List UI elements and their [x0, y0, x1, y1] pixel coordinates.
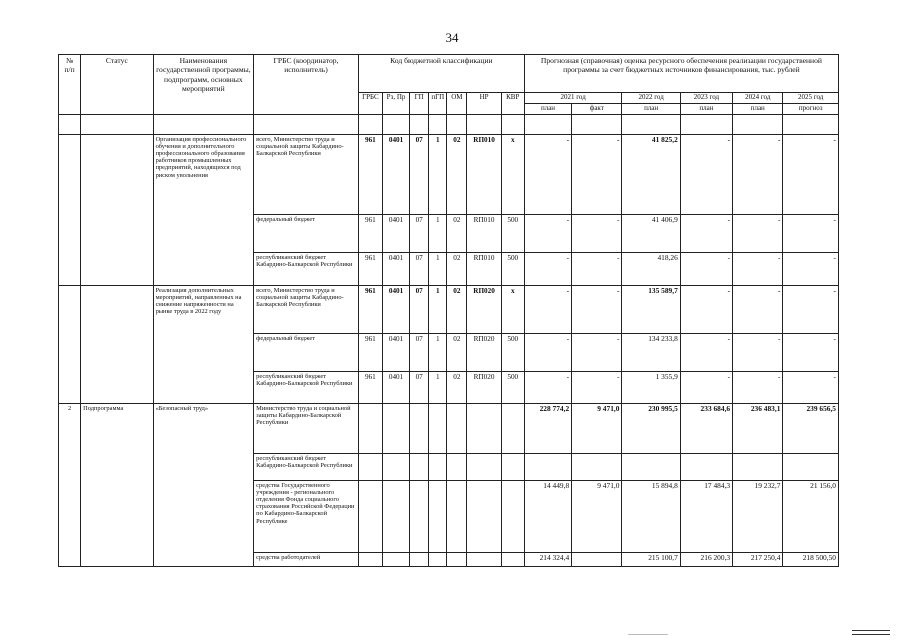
row-value-cell [572, 552, 622, 566]
row-value-cell: - [572, 214, 622, 252]
row-value-cell: 228 774,2 [524, 403, 571, 453]
row-code-cell [358, 552, 382, 566]
blank-cell [501, 114, 524, 134]
row-value-cell: - [572, 252, 622, 285]
header-sub-plan: план [622, 103, 680, 114]
row-value-cell: - [680, 285, 732, 333]
row-value-cell: - [783, 371, 839, 403]
row-code-cell [429, 480, 447, 552]
row-code-cell [447, 453, 467, 480]
row-code-cell [467, 403, 501, 453]
row-value-cell: 19 232,7 [733, 480, 783, 552]
row-code-cell: 1 [429, 252, 447, 285]
row-status-cell [81, 134, 153, 285]
row-code-cell: RП010 [467, 134, 501, 214]
blank-cell [680, 114, 732, 134]
blank-cell [410, 114, 429, 134]
header-sub-plan: план [680, 103, 732, 114]
row-code-cell [358, 453, 382, 480]
row-value-cell: - [572, 285, 622, 333]
row-num-cell: 2 [59, 403, 81, 566]
row-code-cell [429, 453, 447, 480]
row-code-cell [447, 480, 467, 552]
row-code-cell: 07 [410, 333, 429, 371]
row-code-cell [467, 480, 501, 552]
row-grbs-cell: федеральный бюджет [254, 333, 359, 371]
blank-cell [783, 114, 839, 134]
row-code-cell: х [501, 134, 524, 214]
row-value-cell: - [733, 134, 783, 214]
blank-cell [524, 114, 571, 134]
row-code-cell: 500 [501, 371, 524, 403]
row-code-cell: 0401 [382, 134, 409, 214]
row-value-cell: 41 406,9 [622, 214, 680, 252]
row-code-cell: 1 [429, 333, 447, 371]
row-value-cell: - [733, 214, 783, 252]
blank-cell [447, 114, 467, 134]
row-num-cell [59, 285, 81, 403]
page-edge-line [852, 634, 890, 635]
row-value-cell: 1 355,9 [622, 371, 680, 403]
row-value-cell [680, 453, 732, 480]
row-code-cell: 961 [358, 214, 382, 252]
row-value-cell: 21 156,0 [783, 480, 839, 552]
row-value-cell [524, 453, 571, 480]
header-year-2021: 2021 год [524, 93, 622, 104]
row-code-cell: 1 [429, 285, 447, 333]
row-code-cell: 0401 [382, 252, 409, 285]
blank-cell [153, 114, 254, 134]
row-value-cell: - [524, 371, 571, 403]
blank-cell [429, 114, 447, 134]
header-sub-forecast: прогноз [783, 103, 839, 114]
row-value-cell: - [733, 371, 783, 403]
row-code-cell [382, 403, 409, 453]
row-grbs-cell: всего, Министерство труда и социальной защиты Кабардино-Балкарской Республики [254, 285, 359, 333]
row-value-cell [622, 453, 680, 480]
row-code-cell: 02 [447, 371, 467, 403]
row-grbs-cell: средства Государственного учреждения - регионального отделения Фонда социального страхования Российской Федерации по Кабардино-Балкарской Республике [254, 480, 359, 552]
row-code-cell: RП020 [467, 333, 501, 371]
row-code-cell: х [501, 285, 524, 333]
row-code-cell: 07 [410, 214, 429, 252]
row-value-cell: - [783, 285, 839, 333]
row-value-cell: 15 894,8 [622, 480, 680, 552]
row-value-cell: 218 500,50 [783, 552, 839, 566]
row-name-cell: Реализация дополнительных мероприятий, направленных на снижение напряженности на рынке труда в 2022 году [153, 285, 254, 403]
row-code-cell: 0401 [382, 285, 409, 333]
row-code-cell: 1 [429, 371, 447, 403]
row-code-cell: 07 [410, 134, 429, 214]
row-value-cell: - [680, 252, 732, 285]
row-value-cell: - [524, 333, 571, 371]
row-value-cell: 9 471,0 [572, 403, 622, 453]
row-value-cell: 214 324,4 [524, 552, 571, 566]
row-code-cell [447, 552, 467, 566]
header-sub-plan: план [733, 103, 783, 114]
page-edge-line [852, 630, 890, 631]
row-code-cell [358, 403, 382, 453]
row-value-cell: - [733, 285, 783, 333]
row-code-cell [429, 403, 447, 453]
row-code-cell [410, 480, 429, 552]
row-grbs-cell: республиканский бюджет Кабардино-Балкарской Республики [254, 453, 359, 480]
row-value-cell [733, 453, 783, 480]
blank-cell [467, 114, 501, 134]
row-grbs-cell: всего, Министерство труда и социальной защиты Кабардино-Балкарской Республики [254, 134, 359, 214]
header-year-2023: 2023 год [680, 93, 732, 104]
header-code-gp: ГП [410, 93, 429, 115]
row-code-cell: RП010 [467, 252, 501, 285]
row-value-cell: - [572, 134, 622, 214]
row-code-cell [358, 480, 382, 552]
row-num-cell [59, 134, 81, 285]
row-code-cell [382, 480, 409, 552]
row-code-cell [501, 453, 524, 480]
row-value-cell: 230 995,5 [622, 403, 680, 453]
row-value-cell: 9 471,0 [572, 480, 622, 552]
row-value-cell: - [524, 252, 571, 285]
header-status: Статус [81, 55, 153, 115]
header-year-2024: 2024 год [733, 93, 783, 104]
row-code-cell: 02 [447, 333, 467, 371]
row-value-cell: 41 825,2 [622, 134, 680, 214]
header-code-pgp: пГП [429, 93, 447, 115]
header-sub-plan: план [524, 103, 571, 114]
header-code-grbs: ГРБС [358, 93, 382, 115]
row-code-cell: 02 [447, 134, 467, 214]
row-code-cell: 0401 [382, 371, 409, 403]
row-value-cell: 418,26 [622, 252, 680, 285]
row-code-cell: RП010 [467, 214, 501, 252]
row-value-cell: 134 233,8 [622, 333, 680, 371]
row-code-cell: 07 [410, 371, 429, 403]
blank-cell [572, 114, 622, 134]
header-code-kvr: КВР [501, 93, 524, 115]
header-code-rz-pr: Рз, Пр [382, 93, 409, 115]
table-row [59, 403, 839, 453]
blank-cell [59, 114, 81, 134]
row-code-cell: 07 [410, 252, 429, 285]
row-value-cell: - [680, 371, 732, 403]
header-sub-fact: факт [572, 103, 622, 114]
row-code-cell: 961 [358, 333, 382, 371]
row-code-cell: 02 [447, 252, 467, 285]
header-forecast: Прогнозная (справочная) оценка ресурсного обеспечения реализации государственной программы за счет бюджетных источников финансирования, тыс. рублей [524, 55, 838, 93]
row-code-cell: 0401 [382, 333, 409, 371]
row-code-cell: 1 [429, 134, 447, 214]
blank-cell [733, 114, 783, 134]
row-value-cell: - [680, 333, 732, 371]
row-code-cell: RП020 [467, 285, 501, 333]
row-code-cell: 02 [447, 285, 467, 333]
row-code-cell: 961 [358, 134, 382, 214]
row-value-cell: 17 484,3 [680, 480, 732, 552]
header-grbs-coordinator: ГРБС (координатор, исполнитель) [254, 55, 359, 115]
row-grbs-cell: федеральный бюджет [254, 214, 359, 252]
row-code-cell [382, 552, 409, 566]
row-code-cell: RП020 [467, 371, 501, 403]
row-value-cell: - [733, 252, 783, 285]
row-code-cell: 02 [447, 214, 467, 252]
row-code-cell [467, 552, 501, 566]
row-code-cell: 500 [501, 252, 524, 285]
row-code-cell [410, 552, 429, 566]
row-value-cell: - [524, 214, 571, 252]
row-code-cell [501, 403, 524, 453]
row-code-cell: 961 [358, 285, 382, 333]
row-grbs-cell: средства работодателей [254, 552, 359, 566]
row-code-cell [382, 453, 409, 480]
budget-table [58, 54, 839, 567]
row-grbs-cell: Министерство труда и социальной защиты Кабардино-Балкарской Республики [254, 403, 359, 453]
row-code-cell [447, 403, 467, 453]
header-code-nr: НР [467, 93, 501, 115]
row-code-cell [501, 552, 524, 566]
row-code-cell: 961 [358, 252, 382, 285]
row-value-cell: 233 684,6 [680, 403, 732, 453]
row-value-cell: - [783, 333, 839, 371]
header-name: Наименования государственной программы, подпрограмм, основных мероприятий [153, 55, 254, 115]
row-value-cell [572, 453, 622, 480]
row-value-cell: 217 250,4 [733, 552, 783, 566]
row-value-cell: 216 200,3 [680, 552, 732, 566]
row-status-cell: Подпрограмма [81, 403, 153, 566]
row-value-cell: - [733, 333, 783, 371]
row-code-cell: 500 [501, 333, 524, 371]
table-row [59, 134, 839, 214]
row-value-cell: - [783, 252, 839, 285]
row-name-cell: Организация профессионального обучения и дополнительного профессионального образования работников промышленных предприятий, находящихся под риском увольнения [153, 134, 254, 285]
row-code-cell: 1 [429, 214, 447, 252]
row-value-cell: - [680, 214, 732, 252]
row-value-cell: - [524, 134, 571, 214]
header-num: № п/п [59, 55, 81, 115]
row-status-cell [81, 285, 153, 403]
row-grbs-cell: республиканский бюджет Кабардино-Балкарской Республики [254, 371, 359, 403]
blank-cell [81, 114, 153, 134]
header-code-om: ОМ [447, 93, 467, 115]
blank-cell [254, 114, 359, 134]
blank-cell [622, 114, 680, 134]
row-value-cell: - [572, 333, 622, 371]
row-value-cell: 239 656,5 [783, 403, 839, 453]
page-number: 34 [445, 30, 459, 45]
row-code-cell [410, 403, 429, 453]
row-value-cell: - [783, 134, 839, 214]
row-code-cell [501, 480, 524, 552]
row-grbs-cell: республиканский бюджет Кабардино-Балкарской Республики [254, 252, 359, 285]
row-code-cell: 961 [358, 371, 382, 403]
row-value-cell: 236 483,1 [733, 403, 783, 453]
row-value-cell: - [680, 134, 732, 214]
row-value-cell: 14 449,8 [524, 480, 571, 552]
row-value-cell [783, 453, 839, 480]
header-year-2025: 2025 год [783, 93, 839, 104]
row-code-cell [410, 453, 429, 480]
row-code-cell [429, 552, 447, 566]
header-budget-code: Код бюджетной классификации [358, 55, 524, 93]
row-value-cell: 215 100,7 [622, 552, 680, 566]
header-year-2022: 2022 год [622, 93, 680, 104]
row-value-cell: 135 589,7 [622, 285, 680, 333]
blank-cell [358, 114, 382, 134]
row-code-cell: 07 [410, 285, 429, 333]
scan-artifact [628, 634, 668, 635]
table-row [59, 285, 839, 333]
row-value-cell: - [572, 371, 622, 403]
blank-cell [382, 114, 409, 134]
row-code-cell: 500 [501, 214, 524, 252]
row-name-cell: «Безопасный труд» [153, 403, 254, 566]
row-value-cell: - [783, 214, 839, 252]
row-value-cell: - [524, 285, 571, 333]
row-code-cell [467, 453, 501, 480]
row-code-cell: 0401 [382, 214, 409, 252]
